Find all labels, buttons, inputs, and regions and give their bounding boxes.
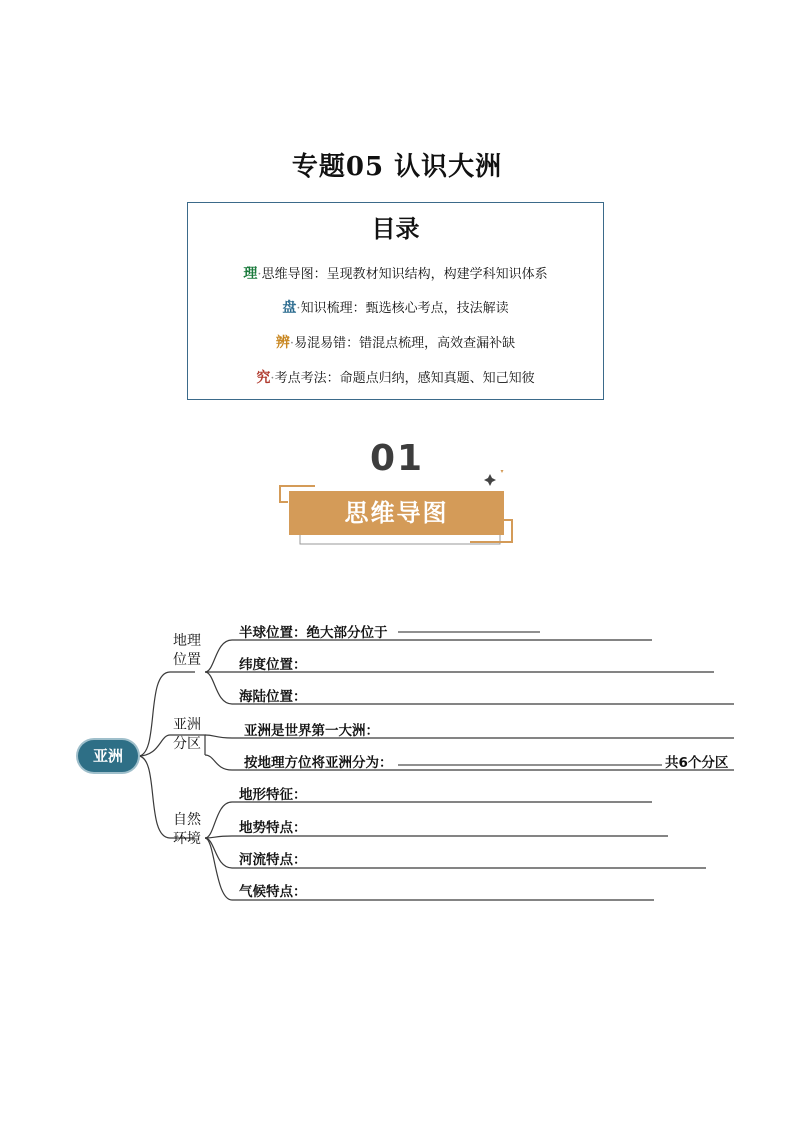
mindmap-leaf-terrain: 地形特征：: [239, 787, 307, 803]
toc-item-mindmap[interactable]: 理·思维导图：呈现教材知识结构，构建学科知识体系: [243, 266, 548, 282]
mindmap-branch-location: 地理 位置: [173, 633, 201, 668]
toc-text: 知识梳理：甄选核心考点，技法解读: [300, 301, 509, 316]
toc-key: 理: [243, 266, 258, 282]
toc-key: 盘: [282, 300, 297, 316]
toc-text: 易混易错：错混点梳理，高效查漏补缺: [294, 336, 516, 351]
section-title-banner: 思维导图: [289, 491, 504, 535]
toc-heading: 目录: [371, 214, 420, 243]
mindmap-leaf-six-regions: 共6个分区: [665, 755, 729, 771]
mindmap-leaf-climate: 气候特点：: [239, 884, 307, 900]
mindmap-leaf-latitude: 纬度位置：: [239, 657, 307, 673]
toc-text: 考点考法：命题点归纳，感知真题、知己知彼: [274, 371, 535, 386]
mindmap-branch-regions: 亚洲 分区: [173, 717, 201, 752]
section-number: 01: [369, 438, 425, 479]
document-title: 专题05 认识大洲: [291, 152, 503, 182]
toc-item-errors[interactable]: 辨·易混易错：错混点梳理，高效查漏补缺: [275, 335, 516, 351]
mindmap-leaf-sea-land: 海陆位置：: [239, 689, 307, 705]
mindmap-leaf-elevation: 地势特点：: [239, 820, 307, 836]
mindmap-branch-environment: 自然 环境: [173, 812, 201, 847]
toc-item-knowledge[interactable]: 盘·知识梳理：甄选核心考点，技法解读: [282, 300, 509, 316]
toc-key: 辨: [275, 335, 290, 351]
toc-item-exam[interactable]: 究·考点考法：命题点归纳，感知真题、知己知彼: [256, 370, 535, 386]
mindmap-root: 亚洲: [78, 740, 138, 772]
toc-key: 究: [256, 370, 271, 386]
mindmap-leaf-division: 按地理方位将亚洲分为：: [244, 755, 393, 771]
mindmap-leaf-largest-continent: 亚洲是世界第一大洲：: [244, 723, 379, 739]
mindmap-leaf-rivers: 河流特点：: [239, 852, 307, 868]
mindmap-leaf-hemisphere: 半球位置：绝大部分位于: [239, 625, 388, 641]
toc-text: 思维导图：呈现教材知识结构，构建学科知识体系: [261, 267, 548, 282]
